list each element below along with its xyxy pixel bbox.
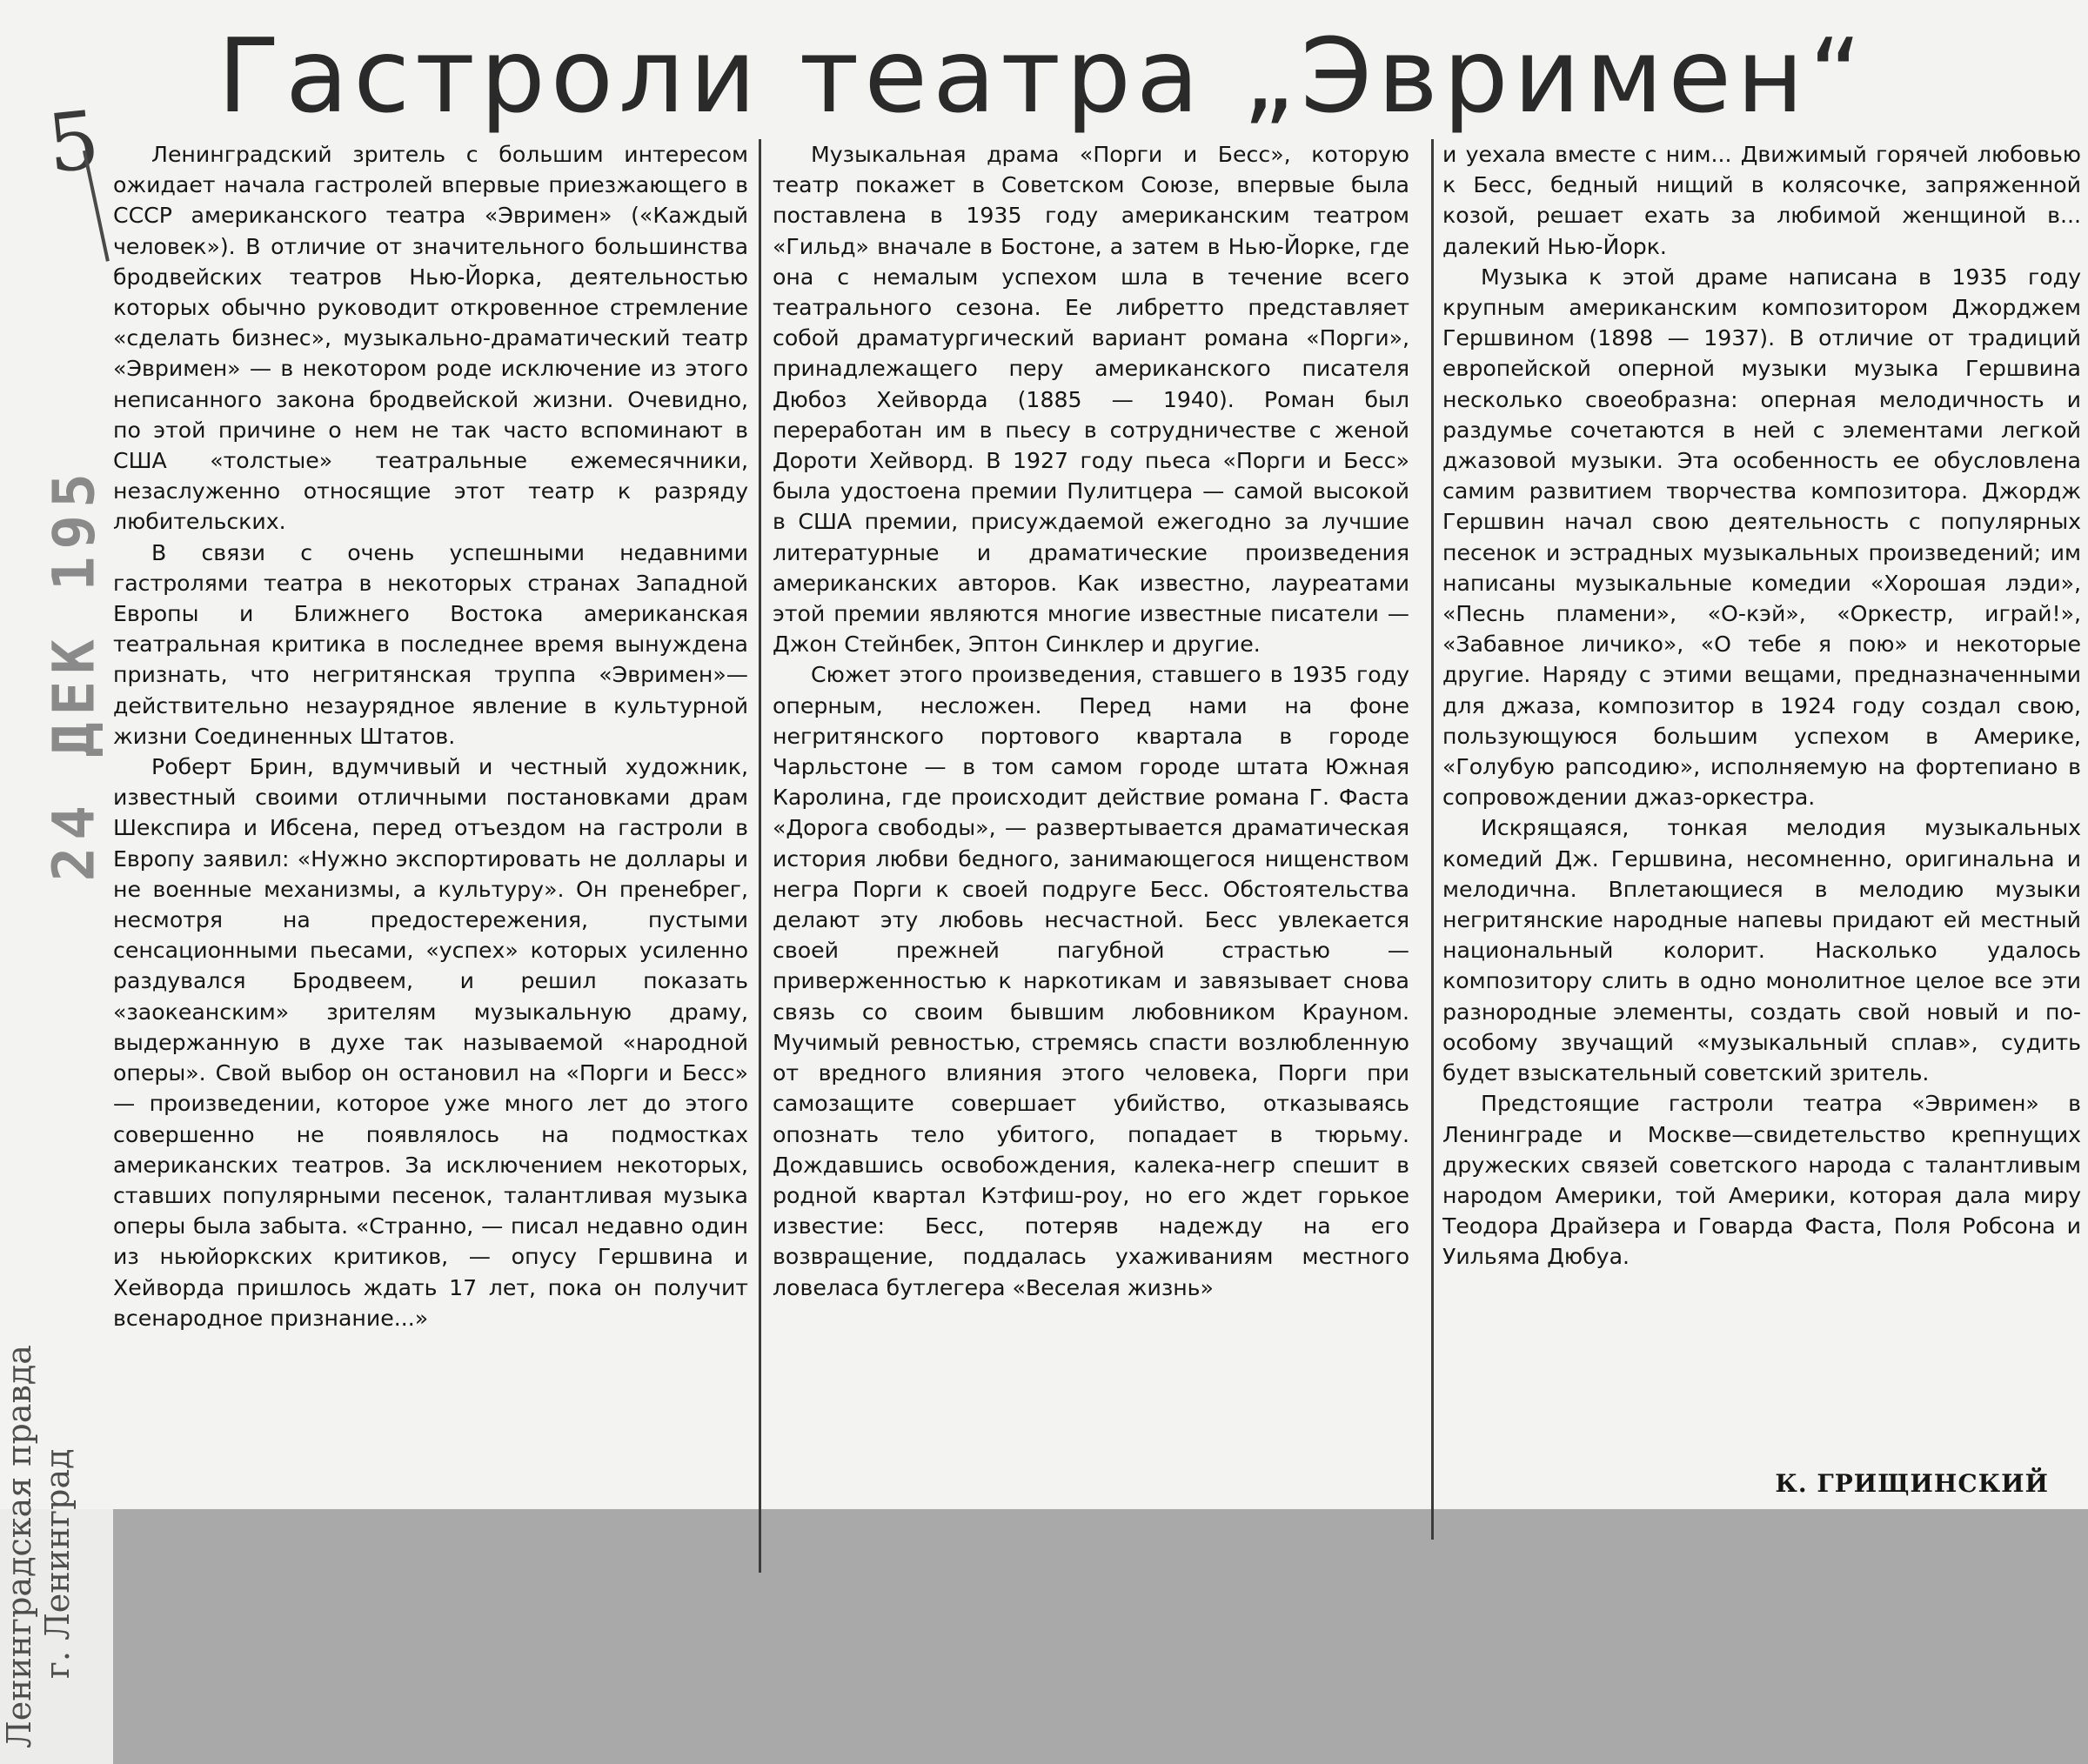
paragraph: Музыкальная драма «Порги и Бесс», которую театр покажет в Советском Союзе, впервые была поставлена в 1935 году американским театром «Гильд» вначале в Бостоне, а затем в Нью-Йорке, где она с немалым успехом шла в течение всего театрального сезона. Ее либретто представляет собой драматургический вариант романа «Порги», принадлежащего перу американского писателя Дюбоз Хейворда (1885 — 1940). Роман был переработан им в пьесу в сотрудничестве с женой Дороти Хейворд. В 1927 году пьеса «Порги и Бесс» была удостоена премии Пулитцера — самой высокой в США премии, присуждаемой ежегодно за лучшие литературные и драматические произведения американских авторов. Как известно, лауреатами этой премии являются многие известные писатели — Джон Стейнбек, Эптон Синклер и другие. <box>773 142 1409 658</box>
source-label <box>0 1345 77 1748</box>
source-city: г. Ленинград <box>38 1448 77 1679</box>
paragraph: Музыка к этой драме написана в 1935 году крупным американским композитором Джорджем Гершвином (1898 — 1937). В отличие от традиций европейской оперной музыки музыка Гершвина несколько своеобразна: оперная мелодичность и раздумье сочетаются в ней с элементами легкой джазовой музыки. Эта особенность ее обусловлена самим развитием творчества композитора. Джордж Гершвин начал свою деятельность с популярных песенок и эстрадных музыкальных произведений; им написаны музыкальные комедии «Хорошая лэди», «Песнь пламени», «О-кэй», «Оркестр, играй!», «Забавное личико», «О тебе я пою» и некоторые другие. Наряду с этими вещами, предназначенными для джаза, композитор в 1924 году создал свою, пользующуюся большим успехом в Америке, «Голубую рапсодию», исполняемую на фортепиано в сопровождении джаз-оркестра. <box>1442 264 2081 811</box>
paragraph: В связи с очень успешными недавними гастролями театра в некоторых странах Западной Европы и Ближнего Востока американская театральная критика в последнее время вынуждена признать, что негритянская труппа «Эвримен»—действительно незаурядное явление в культурной жизни Соединенных Штатов. <box>113 539 748 749</box>
paragraph: Ленинградский зритель с большим интересом ожидает начала гастролей впервые приезжающего в СССР американского театра «Эвримен» («Каждый человек»). В отличие от значительного большинства бродвейских театров Нью-Йорка, деятельностью которых обычно руководит откровенное стремление «сделать бизнес», музыкально-драматический театр «Эвримен» — в некотором роде исключение из этого неписанного закона бродвейской жизни. Очевидно, по этой причине о нем не так часто вспоминают в США «толстые» театральные ежемесячники, незаслуженно относящие этот театр к разряду любительских. <box>113 142 748 535</box>
paragraph: Сюжет этого произведения, ставшего в 1935 году оперным, несложен. Перед нами на фоне негритянского портового квартала в городе Чарльстоне — в том самом городе штата Южная Каролина, где происходит действие романа Г. Фаста «Дорога свободы», — развертывается драматическая история любви бедного, занимающегося нищенством негра Порги к своей подруге Бесс. Обстоятельства делают эту любовь несчастной. Бесс увлекается своей прежней пагубной страстью — приверженностью к наркотикам и завязывает снова связь со своим бывшим любовником Крауном. Мучимый ревностью, стремясь спасти возлюбленную от вредного влияния этого человека, Порги при самозащите совершает убийство, отказываясь опознать тело убитого, попадает в тюрьму. Дождавшись освобождения, калека-негр спешит в родной квартал Кэтфиш-роу, но его ждет горькое известие: Бесс, потеряв надежду на его возвращение, поддалась ухаживаниям местного ловеласа бутлегера «Веселая жизнь» <box>773 662 1409 1300</box>
paragraph: Роберт Брин, вдумчивый и честный художник, известный своими отличными постановками драм Шекспира и Ибсена, перед отъездом на гастроли в Европу заявил: «Нужно экспортировать не доллары и не военные механизмы, а культуру». Он пренебрег, несмотря на предостережения, пустыми сенсационными пьесами, «успех» которых усиленно раздувался Бродвеем, и решил показать «заокеанским» зрителям музыкальную драму, выдержанную в духе так называемой «народной оперы». Свой выбор он остановил на «Порги и Бесс» — произведении, которое уже много лет до этого совершенно не появлялось на подмостках американских театров. За исключением некоторых, ставших популярными песенок, талантливая музыка оперы была забыта. «Странно, — писал недавно один из ньюйоркских критиков, — опусу Гершвина и Хейворда пришлось ждать 17 лет, пока он получит всенародное признание...» <box>113 754 748 1331</box>
column-divider <box>759 139 761 1573</box>
article-column-2 <box>773 139 1409 1518</box>
handwritten-page-number: 5 <box>43 93 104 191</box>
scan-background <box>113 1509 2088 1764</box>
date-stamp-text: 24 ДЕК 195 <box>40 466 108 882</box>
paragraph: Предстоящие гастроли театра «Эвримен» в Ленинграде и Москве—свидетельство крепнущих дружеских связей советского народа с талантливым народом Америки, той Америки, которая дала миру Теодора Драйзера и Говарда Фаста, Поля Робсона и Уильяма Дюбуа. <box>1442 1091 2081 1270</box>
article-title: Гастроли театра „Эвримен“ <box>218 16 1868 136</box>
paragraph: Искрящаяся, тонкая мелодия музыкальных комедий Дж. Гершвина, несомненно, оригинальна и мелодична. Вплетающиеся в мелодию музыки негритянские народные напевы придают ей местный национальный колорит. Насколько удалось композитору слить в одно монолитное целое все эти разнородные элементы, создать свой новый и по-особому звучащий «музыкальный сплав», судить будет взыскательный советский зритель. <box>1442 815 2081 1086</box>
source-newspaper: Ленинградская правда <box>0 1345 38 1748</box>
article-column-1 <box>113 139 748 1518</box>
article-column-3 <box>1442 139 2081 1518</box>
paragraph: и уехала вместе с ним... Движимый горячей любовью к Бесс, бедный нищий в колясочке, запряженной козой, решает ехать за любимой женщиной в... далекий Нью-Йорк. <box>1442 142 2081 259</box>
column-divider <box>1431 139 1434 1540</box>
date-stamp <box>26 466 122 882</box>
author-signature: К. ГРИЩИНСКИЙ <box>1775 1469 2049 1498</box>
